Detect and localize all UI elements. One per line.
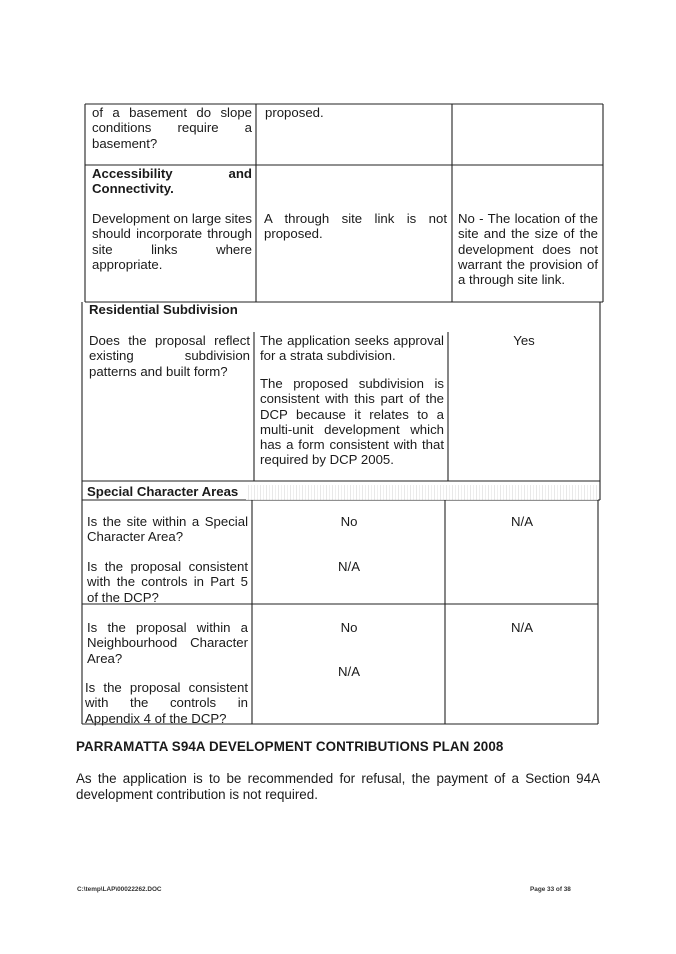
row6-question2: Is the proposal consistent with the controls in Appendix 4 of the DCP?: [85, 680, 248, 726]
section-heading: PARRAMATTA S94A DEVELOPMENT CONTRIBUTIONS PLAN 2008: [76, 739, 504, 754]
footer-page-number: Page 33 of 38: [530, 886, 571, 893]
row6-answer1: No: [340, 620, 358, 635]
row3-compliance: Yes: [513, 333, 535, 348]
footer-file-path: C:\temp\LAP\00022262.DOC: [77, 886, 162, 893]
row3-requirement: Does the proposal reflect existing subdivision patterns and built form?: [89, 333, 250, 379]
row3-proposal-p2: The proposed subdivision is consistent with this part of the DCP because it relates to a multi-unit development which has a form consistent with that required by DCP 2005.: [260, 376, 444, 468]
row6-answer2: N/A: [338, 664, 360, 679]
row2-heading: Accessibility and Connectivity.: [92, 166, 252, 197]
row1-requirement: of a basement do slope conditions require a basement?: [92, 105, 252, 151]
row3-heading: Residential Subdivision: [89, 302, 238, 317]
row3-proposal-p1: The application seeks approval for a strata subdivision.: [260, 333, 444, 364]
row6-result1: N/A: [511, 620, 533, 635]
row5-answer2: N/A: [338, 559, 360, 574]
row2-requirement: Development on large sites should incorporate through site links where appropriate.: [92, 211, 252, 272]
row2-proposal: A through site link is not proposed.: [264, 211, 447, 242]
row1-proposal: proposed.: [265, 105, 324, 120]
row2-compliance: No - The location of the site and the size of the development does not warrant the provision of a through site link.: [458, 211, 598, 288]
row5-answer1: No: [340, 514, 358, 529]
section-shading: [246, 485, 598, 500]
row5-result1: N/A: [511, 514, 533, 529]
row5-question1: Is the site within a Special Character Area?: [87, 514, 248, 545]
section-paragraph: As the application is to be recommended for refusal, the payment of a Section 94A development contribution is not required.: [76, 771, 600, 802]
row6-question1: Is the proposal within a Neighbourhood Character Area?: [87, 620, 248, 666]
row4-heading: Special Character Areas: [87, 484, 239, 499]
row5-question2: Is the proposal consistent with the controls in Part 5 of the DCP?: [87, 559, 248, 605]
